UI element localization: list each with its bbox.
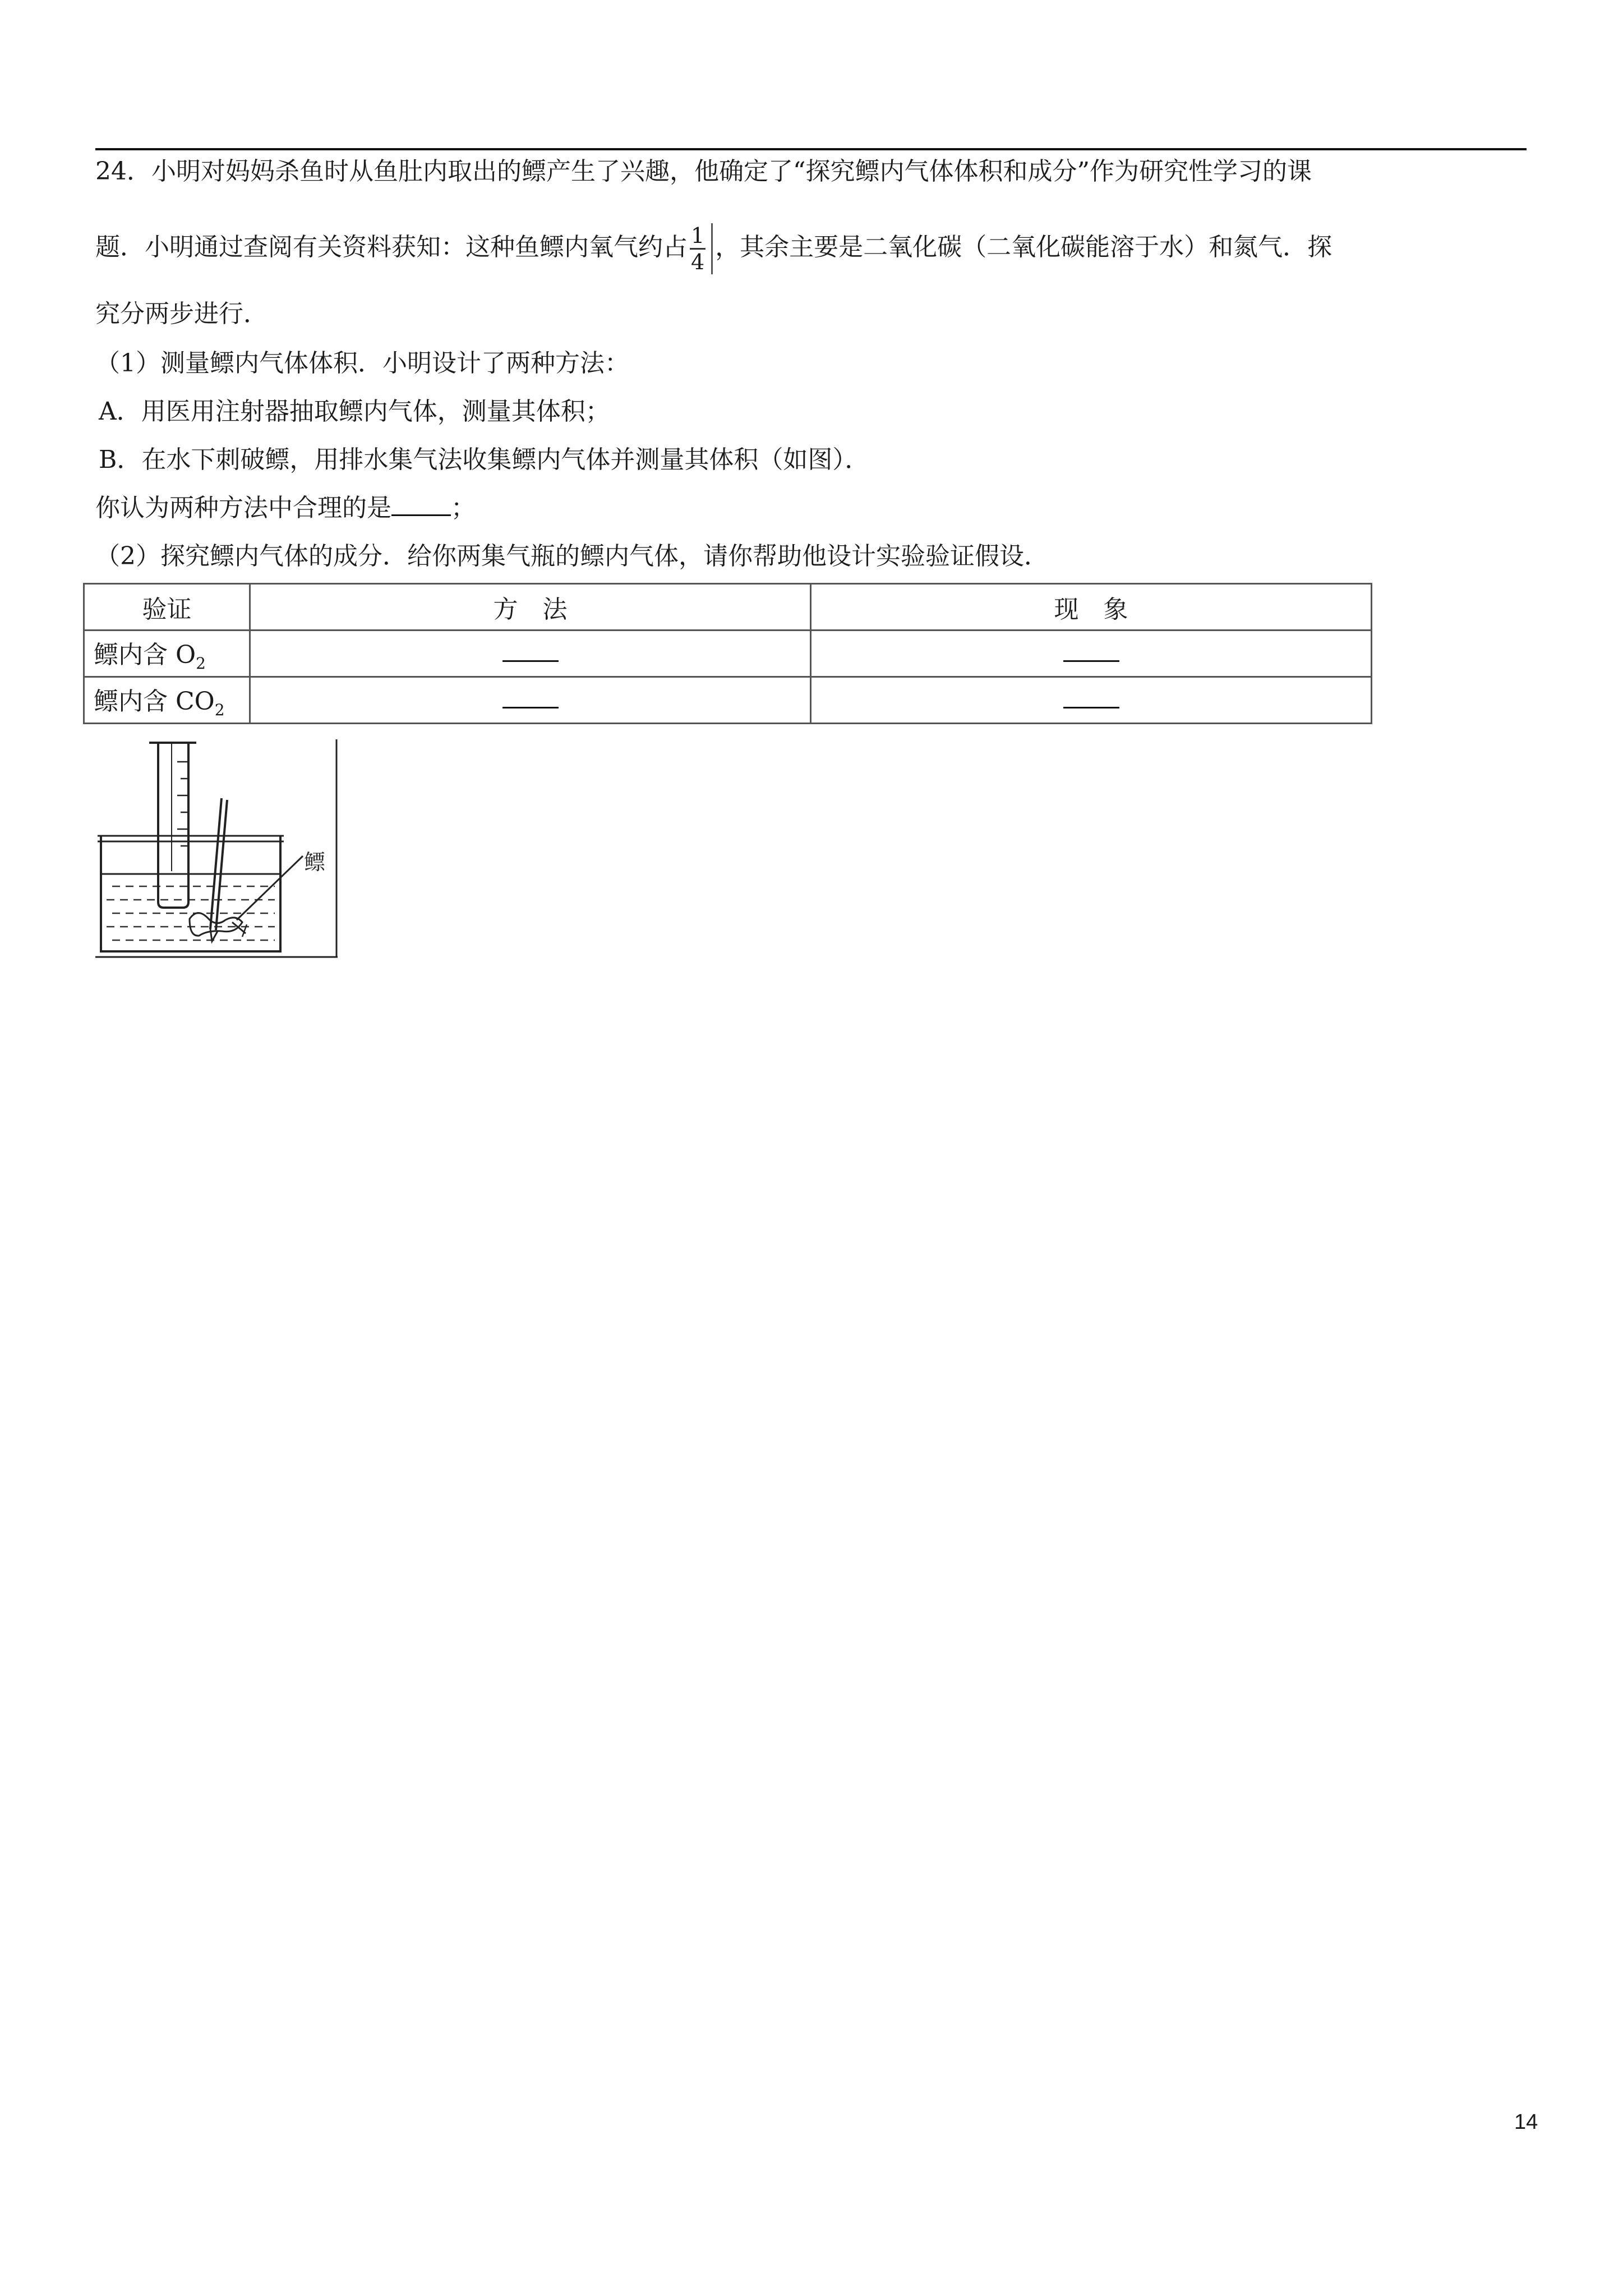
row-label-subscript: 2 [196,654,206,673]
table-row [84,631,1372,677]
top-rule [95,148,1527,150]
question-line-2 [95,223,1332,274]
water-dashes [107,886,275,940]
table-header-row [84,584,1372,631]
table-row [84,677,1372,724]
question-ask-text: 你认为两种方法中合理的是 [95,494,391,522]
method-cell[interactable] [250,677,811,724]
header-phenomenon: 现 象 [811,584,1372,631]
part2-heading: （2）探究鳔内气体的成分．给你两集气瓶的鳔内气体，请你帮助他设计实验验证假设． [95,542,1049,570]
question-line-3: 究分两步进行． [95,300,268,328]
graduated-cylinder [149,743,196,908]
phenomenon-blank[interactable] [1063,643,1119,662]
part1-heading: （1）测量鳔内气体体积．小明设计了两种方法： [95,349,629,378]
method-cell[interactable] [250,631,811,677]
header-method: 方 法 [250,584,811,631]
row-label-text: 鳔内含 CO [94,687,215,716]
question-ask [95,491,476,525]
header-verify: 验证 [84,584,250,631]
label-pointer-line [237,856,303,920]
fraction-one-quarter [690,223,713,274]
phenomenon-blank[interactable] [1063,690,1119,708]
question-line-2-end: ，其余主要是二氧化碳（二氧化碳能溶于水）和氮气．探 [715,233,1332,261]
bladder-label: 鳔 [304,850,326,875]
phenomenon-cell[interactable] [811,677,1372,724]
question-line-1: 24．小明对妈妈杀鱼时从鱼肚内取出的鳔产生了兴趣，他确定了“探究鳔内气体体积和成分”作为研究性学习的课 [95,157,1312,186]
page-number: 14 [1514,2110,1538,2134]
phenomenon-cell[interactable] [811,631,1372,677]
method-a: A．用医用注射器抽取鳔内气体，测量其体积； [99,397,610,426]
question-line-2-start: 题．小明通过查阅有关资料获知：这种鱼鳔内氧气约占 [95,233,688,261]
answer-blank[interactable] [391,492,451,516]
method-blank[interactable] [502,643,559,662]
experiment-table [83,583,1372,724]
apparatus-figure [95,739,342,961]
method-blank[interactable] [502,690,559,708]
fraction-numerator: 1 [690,223,706,250]
water-trough [98,836,284,951]
method-b: B．在水下刺破鳔，用排水集气法收集鳔内气体并测量其体积（如图）． [99,445,870,474]
question-ask-end: ； [451,494,476,522]
row-label-subscript: 2 [214,700,225,719]
row-label-co2 [84,677,250,724]
row-label-text: 鳔内含 O [94,641,196,670]
fraction-denominator: 4 [691,250,705,274]
row-label-o2 [84,631,250,677]
